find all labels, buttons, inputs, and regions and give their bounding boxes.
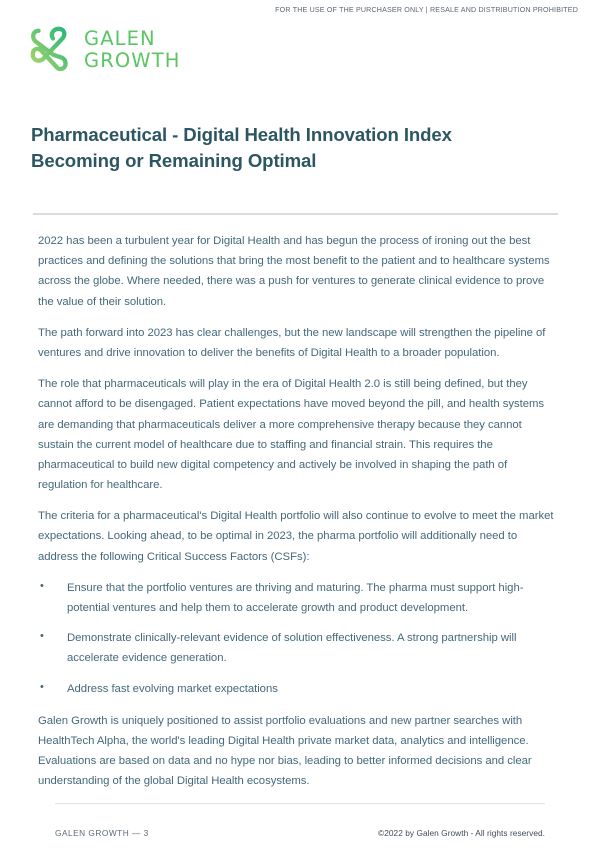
paragraph-1: 2022 has been a turbulent year for Digital Health and has begun the process of ironing out the best practices and defining the solutions that bring the most benefit to the patient and to healthcare systems across the globe. Where needed, there was a push for ventures to generate clinical evidence to prove the value of their solution. bbox=[38, 235, 550, 308]
logo-wordmark-line-1: GALEN bbox=[84, 27, 156, 50]
page-footer bbox=[55, 828, 545, 838]
logo-wordmark bbox=[84, 28, 180, 70]
list-item: • Address fast evolving market expectations bbox=[38, 679, 558, 699]
page-title-line-2: Becoming or Remaining Optimal bbox=[31, 150, 317, 172]
critical-success-factors-list bbox=[38, 578, 558, 699]
footer-copyright: ©2022 by Galen Growth - All rights reserved. bbox=[378, 828, 545, 838]
paragraph-4: The criteria for a pharmaceutical's Digital Health portfolio will also continue to evolve to meet the market expectations. Looking ahead, to be optimal in 2023, the pharma portfolio will additionally need to address the following Critical Success Factors (CSFs): bbox=[38, 510, 554, 563]
logo-wordmark-line-2: GROWTH bbox=[84, 48, 181, 72]
list-item: • Ensure that the portfolio ventures are thriving and maturing. The pharma must support high-potential ventures and help them to accelerate growth and product development. bbox=[38, 578, 558, 618]
footer-divider bbox=[55, 803, 545, 804]
page-title bbox=[31, 122, 551, 175]
paragraph-3: The role that pharmaceuticals will play in the era of Digital Health 2.0 is still being defined, but they cannot afford to be disengaged. Patient expectations have moved beyond the pill, and health systems are demanding that pharmaceuticals deliver a more comprehensive therapy because they cannot sustain the current model of healthcare due to staffing and financial strain. This requires the pharmaceutical to build new digital competency and actively be involved in shaping the path of regulation for healthcare. bbox=[38, 378, 545, 492]
purchaser-notice: FOR THE USE OF THE PURCHASER ONLY | RESALE AND DISTRIBUTION PROHIBITED bbox=[275, 6, 578, 14]
galen-growth-logo bbox=[28, 24, 180, 74]
document-body bbox=[38, 231, 558, 803]
closing-paragraph: Galen Growth is uniquely positioned to assist portfolio evaluations and new partner searches with HealthTech Alpha, the world's leading Digital Health private market data, analytics and intelligence. Evaluations are based on data and no hype nor bias, leading to better informed decisions and clear understanding of the global Digital Health ecosystems. bbox=[38, 714, 532, 788]
galen-growth-mark-icon bbox=[28, 24, 76, 74]
list-item: • Demonstrate clinically-relevant evidence of solution effectiveness. A strong partnership will accelerate evidence generation. bbox=[38, 628, 558, 668]
page-title-line-1: Pharmaceutical - Digital Health Innovation Index bbox=[31, 124, 452, 145]
footer-page-label: GALEN GROWTH — 3 bbox=[55, 828, 149, 838]
content-divider bbox=[33, 213, 558, 215]
paragraph-2: The path forward into 2023 has clear challenges, but the new landscape will strengthen the pipeline of ventures and drive innovation to deliver the benefits of Digital Health to a broader population. bbox=[38, 326, 546, 359]
